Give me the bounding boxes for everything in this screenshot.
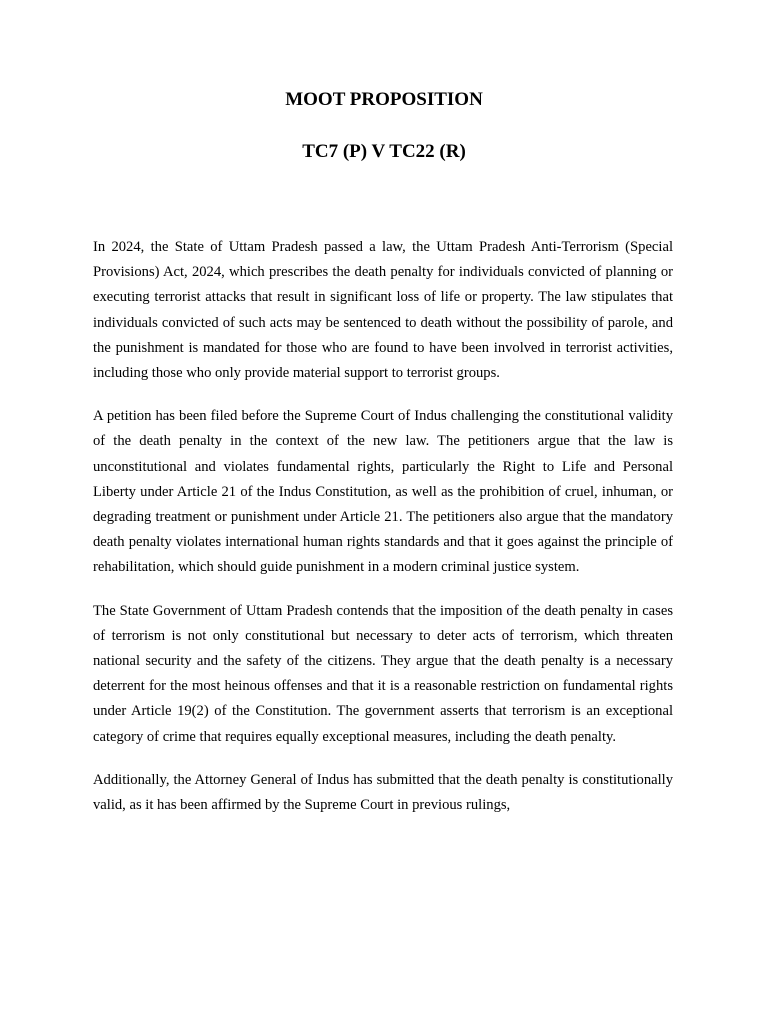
paragraph-state-contention: The State Government of Uttam Pradesh contends that the imposition of the death penalty in cases of terrorism is not only constitutional but necessary to deter acts of terrorism, which threaten national security and the safety of the citizens. They argue that the death penalty is a necessary deterrent for the most heinous offenses and that it is a reasonable restriction on fundamental rights under Article 19(2) of the Constitution. The government asserts that terrorism is an exceptional category of crime that requires equally exceptional measures, including the death penalty. [93, 602, 673, 745]
document-title: MOOT PROPOSITION [285, 89, 483, 110]
paragraph-background: In 2024, the State of Uttam Pradesh passed a law, the Uttam Pradesh Anti-Terrorism (Special Provisions) Act, 2024, which prescribes the death penalty for individuals convicted of planning or executing terrorist attacks that result in significant loss of life or property. The law stipulates that individuals convicted of such acts may be sentenced to death without the possibility of parole, and the punishment is mandated for those who are found to have been involved in terrorist activities, including those who only provide material support to terrorist groups. [93, 239, 673, 382]
paragraph-petition: A petition has been filed before the Supreme Court of Indus challenging the constitutional validity of the death penalty in the context of the new law. The petitioners argue that the law is unconstitutional and violates fundamental rights, particularly the Right to Life and Personal Liberty under Article 21 of the Indus Constitution, as well as the prohibition of cruel, inhuman, or degrading treatment or punishment under Article 21. The petitioners also argue that the mandatory death penalty violates international human rights standards and that it goes against the principle of rehabilitation, which should guide punishment in a modern criminal justice system. [93, 408, 673, 576]
document-body [93, 235, 673, 836]
paragraph-attorney-general: Additionally, the Attorney General of Indus has submitted that the death penalty is constitutionally valid, as it has been affirmed by the Supreme Court in previous rulings, [93, 771, 673, 814]
case-title: TC7 (P) V TC22 (R) [302, 141, 466, 162]
